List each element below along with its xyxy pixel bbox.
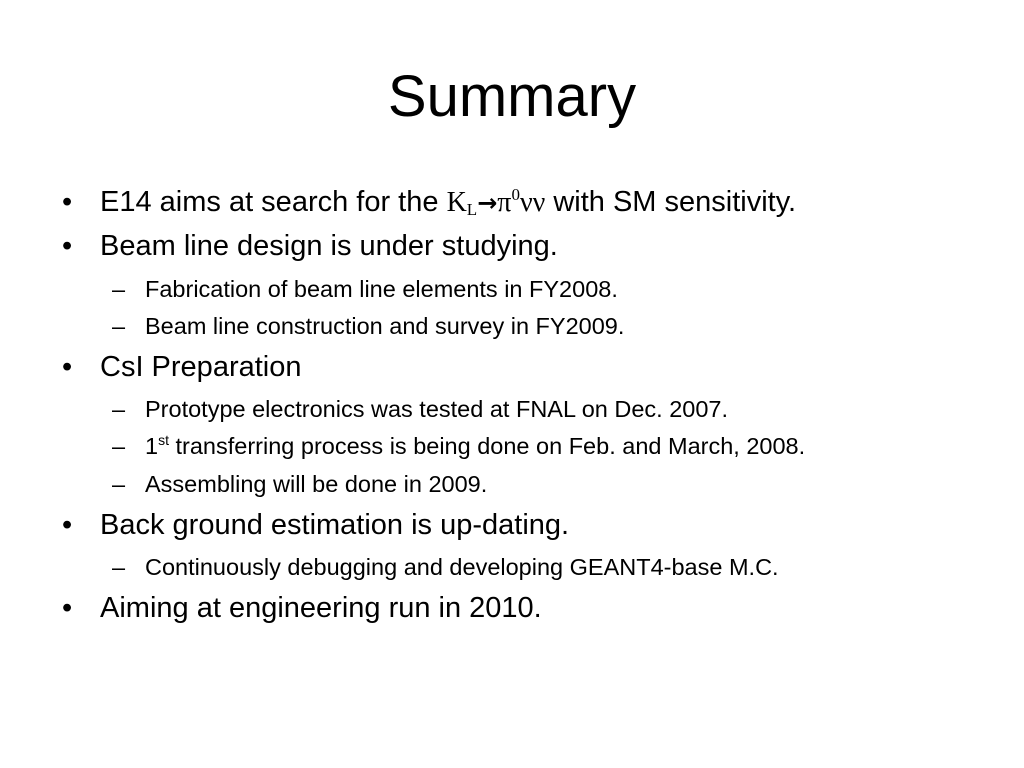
dash-marker: –	[112, 554, 126, 580]
bullet-item-e14-aims	[62, 184, 797, 221]
sub-item-transferring	[112, 431, 806, 461]
sub-item-text: Fabrication of beam line elements in FY2008.	[145, 276, 618, 302]
sub-item-text: Assembling will be done in 2009.	[145, 471, 488, 497]
bullet-marker: •	[62, 186, 73, 218]
kaon-symbol: $K_L$	[446, 187, 478, 219]
ordinal-number: 1	[145, 433, 159, 459]
bullet-text: Back ground estimation is up-dating.	[100, 509, 570, 541]
dash-marker: –	[112, 313, 126, 339]
bullet-text: CsI Preparation	[100, 351, 302, 383]
right-arrow-icon: →	[477, 189, 498, 217]
bullet-text-suffix: with SM sensitivity.	[545, 186, 797, 218]
sub-item-fabrication	[112, 274, 618, 304]
bullet-marker: •	[62, 230, 73, 262]
kaon-subscript: L	[466, 200, 478, 219]
slide-title: Summary	[387, 64, 637, 129]
bullet-text: Aiming at engineering run in 2010.	[100, 592, 542, 624]
bullet-item-engineering-run	[62, 590, 542, 626]
dash-marker: –	[112, 471, 126, 497]
sub-item-text: transferring process is being done on Feb. and March, 2008.	[168, 433, 806, 459]
sub-item-assembling	[112, 469, 488, 499]
sub-item-construction	[112, 311, 625, 341]
bullet-text-prefix: E14 aims at search for the	[100, 186, 447, 218]
sub-item-prototype	[112, 394, 729, 424]
neutrino-pair-symbol: νν	[519, 187, 546, 218]
dash-marker: –	[112, 276, 126, 302]
sub-item-text: Prototype electronics was tested at FNAL on Dec. 2007.	[145, 396, 729, 422]
sub-item-text: Continuously debugging and developing GEANT4-base M.C.	[145, 554, 779, 580]
pion-superscript: 0	[511, 185, 520, 204]
bullet-marker: •	[62, 592, 73, 624]
sub-item-text: Beam line construction and survey in FY2009.	[145, 313, 625, 339]
bullet-item-csi-preparation	[62, 349, 302, 385]
bullet-marker: •	[62, 509, 73, 541]
ordinal-suffix: st	[158, 432, 169, 448]
sub-item-debugging	[112, 552, 779, 582]
bullet-item-background-estimation	[62, 507, 570, 543]
dash-marker: –	[112, 396, 126, 422]
dash-marker: –	[112, 433, 126, 459]
bullet-marker: •	[62, 351, 73, 383]
pion-symbol: $\pi^0\nu\nu$	[497, 185, 546, 218]
bullet-item-beam-line	[62, 228, 558, 264]
bullet-text: Beam line design is under studying.	[100, 230, 558, 262]
